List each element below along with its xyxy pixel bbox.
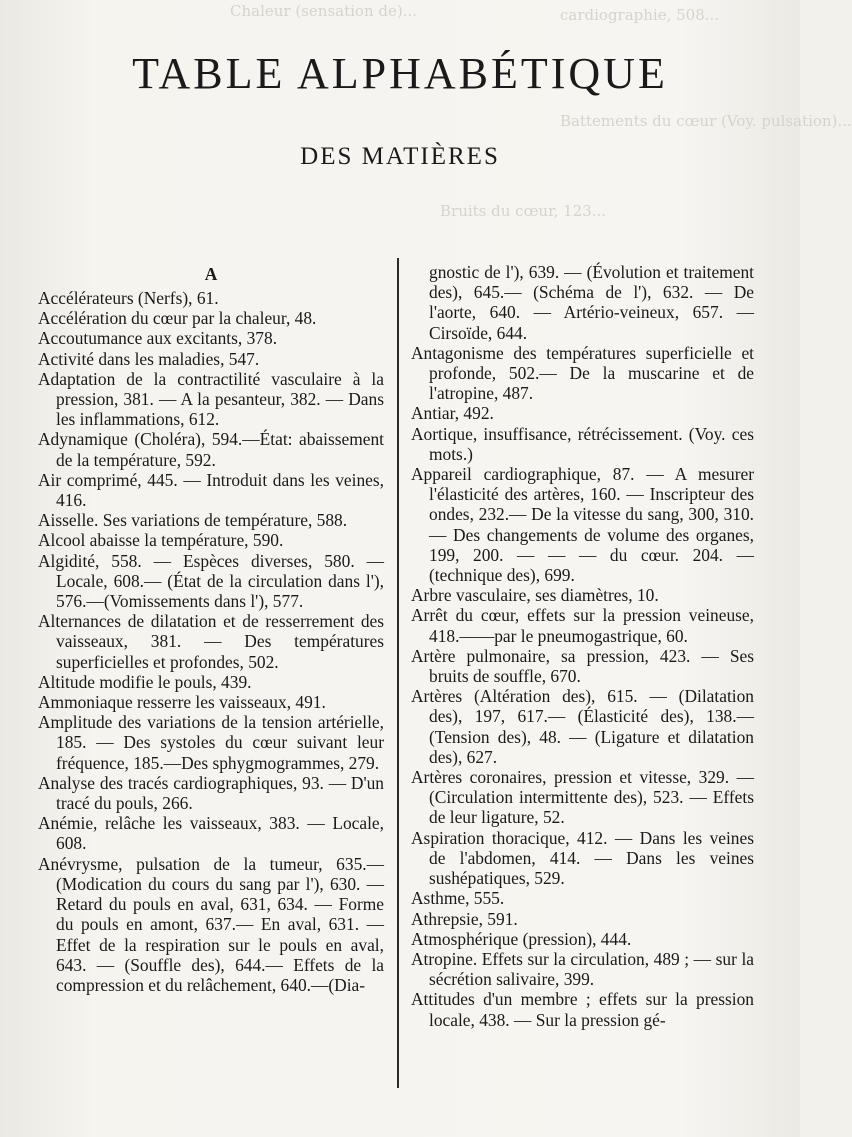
index-entry: Aortique, insuffisance, rétrécissement. (Voy. ces mots.) [411, 423, 754, 464]
index-entry: Aisselle. Ses variations de température, 588. [38, 510, 348, 531]
index-entry: Artères (Altération des), 615. — (Dilatation des), 197, 617.— (Élasticité des), 138.— (Tension des), 48. — (Ligature et dilatation des), 627. [411, 686, 754, 767]
index-entry: Altitude modifie le pouls, 439. [38, 671, 252, 692]
index-entry: Adaptation de la contractilité vasculaire à la pression, 381. — A la pesanteur, 382. — Dans les inflammations, 612. [38, 368, 384, 430]
bleed-through-text: Bruits du cœur, 123... [440, 202, 607, 220]
index-entry: Alternances de dilatation et de resserrement des vaisseaux, 381. — Des températures superficielles et profondes, 502. [38, 611, 384, 672]
index-entry: Activité dans les maladies, 547. [38, 348, 260, 369]
page-title: TABLE ALPHABÉTIQUE [132, 49, 668, 98]
page-subtitle: DES MATIÈRES [300, 143, 500, 170]
index-entry: Atropine. Effets sur la circulation, 489 ; — sur la sécrétion salivaire, 399. [411, 948, 754, 990]
index-entry: Anémie, relâche les vaisseaux, 383. — Locale, 608. [38, 813, 384, 854]
index-entry: Anévrysme, pulsation de la tumeur, 635.— (Modication du cours du sang par l'), 630. — Retard du pouls en aval, 631, 634. — Forme du pouls en amont, 637.— En aval, 631. — Effet de la respiration sur le pouls en aval, 643. — (Souffle des), 644.— Effets de la compression et du relâchement, 640.—(Dia- [38, 853, 384, 995]
index-entry: Amplitude des variations de la tension artérielle, 185. — Des systoles du cœur suivant leur fréquence, 185.—Des sphygmogrammes, 279. [38, 712, 384, 773]
index-entry: Asthme, 555. [411, 888, 505, 909]
index-entry: Antagonisme des températures superficielle et profonde, 502.— De la muscarine et de l'atropine, 487. [411, 342, 754, 404]
index-entry: Arbre vasculaire, ses diamètres, 10. [411, 585, 659, 606]
index-entry: gnostic de l'), 639. — (Évolution et traitement des), 645.— (Schéma de l'), 632. — De l'aorte, 640. — Artério-veineux, 657. — Cirsoïde, 644. [429, 262, 754, 343]
bleed-through-text: Chaleur (sensation de)... [230, 2, 418, 20]
index-column-right [411, 262, 754, 1030]
index-entry: Atmosphérique (pression), 444. [411, 928, 632, 949]
index-entry: Artères coronaires, pression et vitesse, 329. — (Circulation intermittente des), 523. — Effets de leur ligature, 52. [411, 767, 754, 828]
bleed-through-text: cardiographie, 508... [560, 6, 720, 24]
index-entry: Aspiration thoracique, 412. — Dans les veines de l'abdomen, 414. — Dans les veines sushépatiques, 529. [411, 827, 754, 889]
section-letter: A [204, 264, 218, 284]
index-column-left [38, 262, 384, 995]
index-entry: Ammoniaque resserre les vaisseaux, 491. [38, 692, 326, 713]
index-entry: Antiar, 492. [411, 403, 494, 424]
index-entry: Artère pulmonaire, sa pression, 423. — Ses bruits de souffle, 670. [411, 645, 754, 687]
column-divider [397, 258, 399, 1088]
bleed-through-text: Battements du cœur (Voy. pulsation)... [560, 112, 852, 130]
index-entry: Accélérateurs (Nerfs), 61. [38, 288, 219, 308]
index-entry: Appareil cardiographique, 87. — A mesurer l'élasticité des artères, 160. — Inscripteur des ondes, 232.— De la vitesse du sang, 300, 310. — Des changements de volume des organes, 199, 200. — — — du cœur. 204. — (technique des), 699. [411, 464, 754, 586]
index-entry: Accélération du cœur par la chaleur, 48. [38, 308, 317, 329]
index-entry: Adynamique (Choléra), 594.—État: abaissement de la température, 592. [38, 429, 384, 470]
index-entry: Athrepsie, 591. [411, 908, 518, 929]
index-entry: Arrêt du cœur, effets sur la pression veineuse, 418.——par le pneumogastrique, 60. [411, 605, 754, 646]
index-entry: Accoutumance aux excitants, 378. [38, 328, 278, 349]
index-entry: Air comprimé, 445. — Introduit dans les veines, 416. [38, 469, 384, 511]
index-entry: Algidité, 558. — Espèces diverses, 580. — Locale, 608.— (État de la circulation dans l'), 576.—(Vomissements dans l'), 577. [38, 550, 384, 612]
index-entry: Attitudes d'un membre ; effets sur la pression locale, 438. — Sur la pression gé- [411, 989, 754, 1030]
index-entry: Alcool abaisse la température, 590. [38, 530, 284, 551]
index-entry: Analyse des tracés cardiographiques, 93. — D'un tracé du pouls, 266. [38, 772, 384, 814]
